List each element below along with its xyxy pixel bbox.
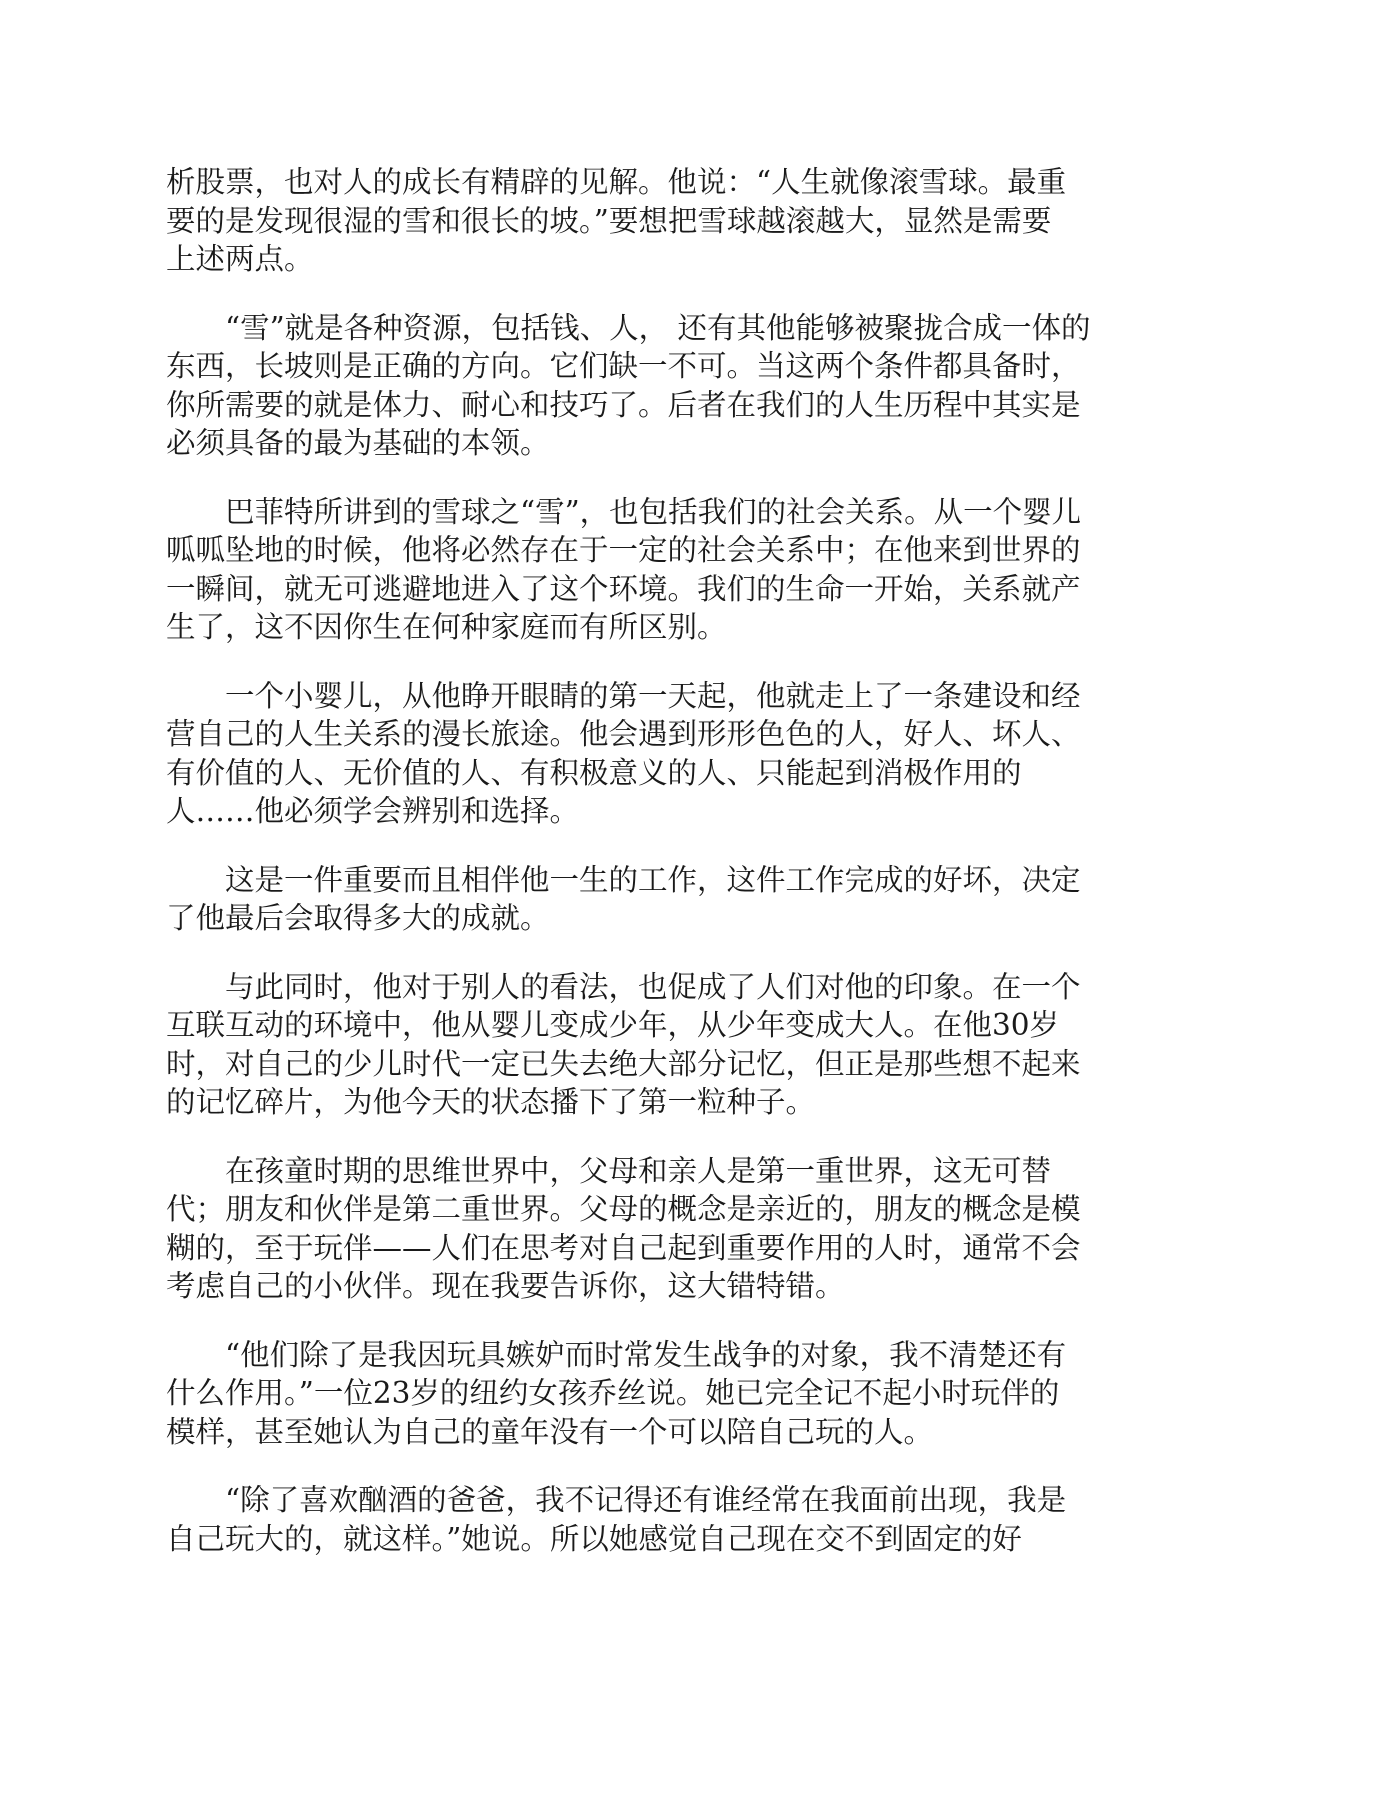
paragraph-9: “除了喜欢酗酒的爸爸，我不记得还有谁经常在我面前出现，我是 自己玩大的，就这样。”她说。所以她感觉自己现在交不到固定的好	[166, 1483, 1067, 1556]
paragraph-8: “他们除了是我因玩具嫉妒而时常发生战争的对象，我不清楚还有 什么作用。”一位23岁的纽约女孩乔丝说。她已完全记不起小时玩伴的 模样，甚至她认为自己的童年没有一个可以陪自己玩的人。	[166, 1337, 1067, 1449]
paragraph-6: 与此同时，他对于别人的看法，也促成了人们对他的印象。在一个 互联互动的环境中，他从婴儿变成少年，从少年变成大人。在他30岁 时，对自己的少儿时代一定已失去绝大部分记忆，但正是那些想不起来 的记忆碎片，为他今天的状态播下了第一粒种子。	[166, 969, 1081, 1119]
paragraph-3: 巴菲特所讲到的雪球之“雪”，也包括我们的社会关系。从一个婴儿 呱呱坠地的时候，他将必然存在于一定的社会关系中；在他来到世界的 一瞬间，就无可逃避地进入了这个环境。我们的生命一开始，关系就产 生了，这不因你生在何种家庭而有所区别。	[166, 494, 1082, 644]
paragraph-5: 这是一件重要而且相伴他一生的工作，这件工作完成的好坏，决定 了他最后会取得多大的成就。	[166, 862, 1081, 935]
paragraph-2: “雪”就是各种资源，包括钱、人， 还有其他能够被聚拢合成一体的 东西，长坡则是正确的方向。它们缺一不可。当这两个条件都具备时， 你所需要的就是体力、耐心和技巧了。后者在我们的人生历程中其实是 必须具备的最为基础的本领。	[166, 310, 1091, 460]
document-body	[166, 163, 1226, 1588]
paragraph-7: 在孩童时期的思维世界中，父母和亲人是第一重世界，这无可替 代；朋友和伙伴是第二重世界。父母的概念是亲近的，朋友的概念是模 糊的，至于玩伴——人们在思考对自己起到重要作用的人时，通常不会 考虑自己的小伙伴。现在我要告诉你，这大错特错。	[166, 1153, 1081, 1303]
paragraph-1: 析股票，也对人的成长有精辟的见解。他说：“人生就像滚雪球。最重 要的是发现很湿的雪和很长的坡。”要想把雪球越滚越大，显然是需要 上述两点。	[166, 165, 1067, 276]
paragraph-4: 一个小婴儿，从他睁开眼睛的第一天起，他就走上了一条建设和经 营自己的人生关系的漫长旅途。他会遇到形形色色的人，好人、坏人、 有价值的人、无价值的人、有积极意义的人、只能起到消极作用的 人……他必须学会辨别和选择。	[166, 678, 1081, 828]
